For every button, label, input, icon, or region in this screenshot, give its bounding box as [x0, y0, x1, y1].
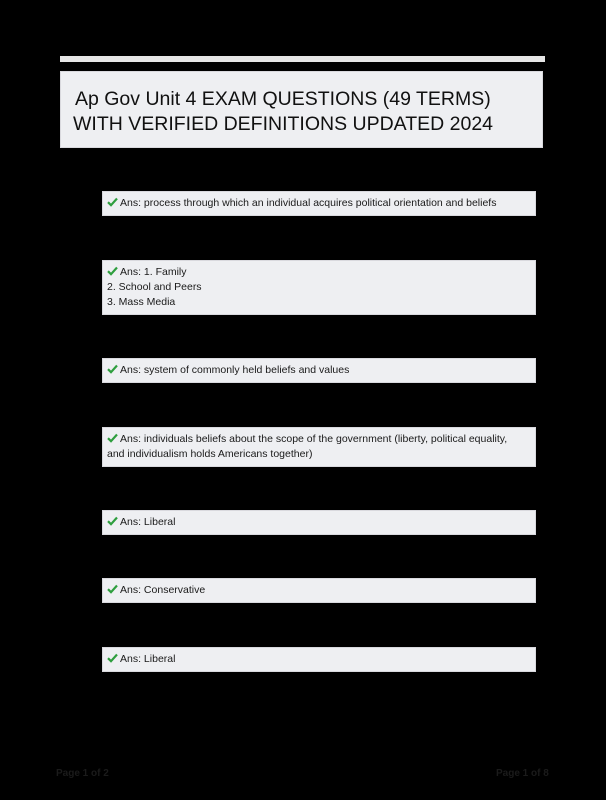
answer-line: Ans: Liberal: [120, 516, 176, 528]
answer-box-2: [102, 260, 536, 315]
page-number: Page 1 of 8: [496, 768, 549, 779]
answer-box-1: [102, 191, 536, 216]
answer-line: Ans: system of commonly held beliefs and values: [120, 364, 350, 376]
check-icon: [107, 433, 118, 443]
check-icon: [107, 197, 118, 207]
answer-line: Ans: Conservative: [120, 584, 206, 596]
answer-line: Ans: 1. Family: [120, 266, 187, 278]
footer-left: Page 1 of 2: [56, 768, 109, 779]
check-icon: [107, 266, 118, 276]
answer-box-5: [102, 510, 536, 535]
page-title-line-2: WITH VERIFIED DEFINITIONS UPDATED 2024: [73, 113, 494, 135]
answer-line: Ans: process through which an individual acquires political orientation and beliefs: [120, 197, 497, 209]
page-title-line-1: Ap Gov Unit 4 EXAM QUESTIONS (49 TERMS): [75, 88, 491, 110]
top-rule: [60, 56, 545, 62]
answer-line: Ans: individuals beliefs about the scope of the government (liberty, political equality,: [120, 433, 508, 445]
check-icon: [107, 584, 118, 594]
title-box: [60, 71, 543, 148]
check-icon: [107, 364, 118, 374]
answer-line: and individualism holds Americans together): [107, 448, 313, 460]
answer-box-3: [102, 358, 536, 383]
answer-box-4: [102, 427, 536, 467]
answer-box-6: [102, 578, 536, 603]
check-icon: [107, 653, 118, 663]
check-icon: [107, 516, 118, 526]
answer-box-7: [102, 647, 536, 672]
answer-line: 3. Mass Media: [107, 296, 176, 308]
answer-line: Ans: Liberal: [120, 653, 176, 665]
answer-line: 2. School and Peers: [107, 281, 202, 293]
